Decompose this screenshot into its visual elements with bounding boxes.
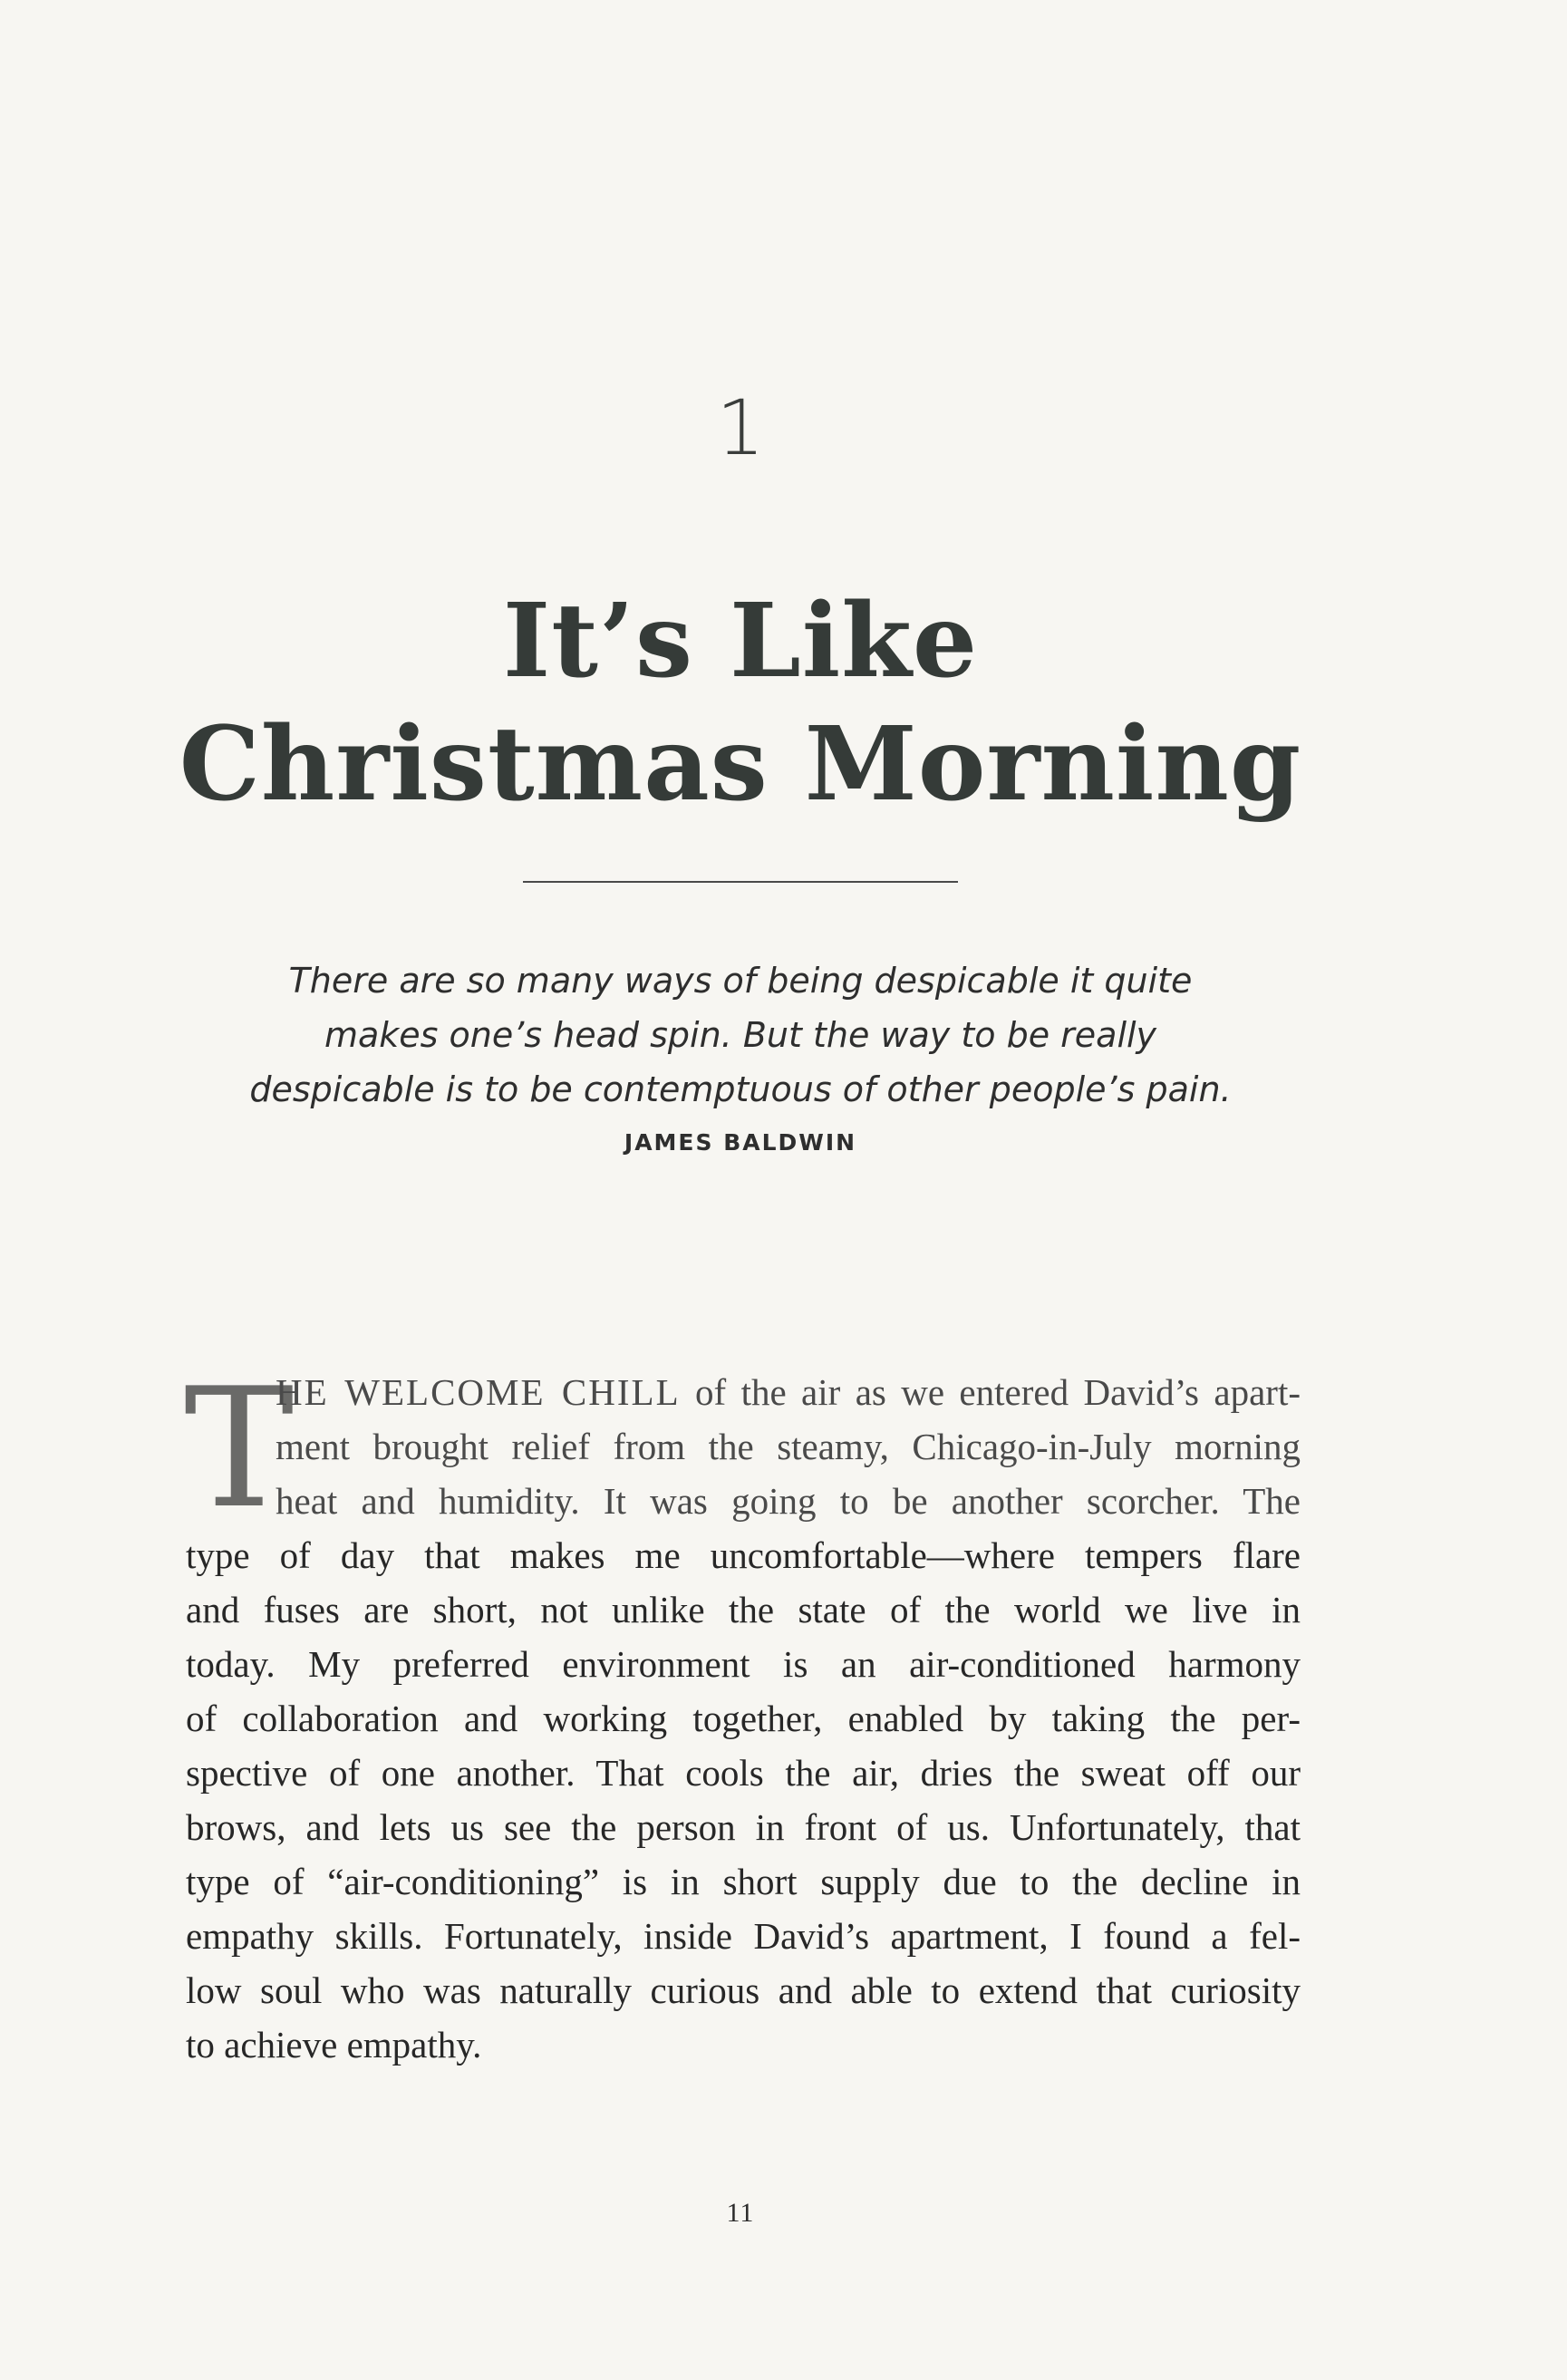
body-line: to achieve empathy. xyxy=(186,2024,482,2066)
body-line: of collaboration and working together, enabled by taking the per- xyxy=(186,1698,1301,1739)
page-number: 11 xyxy=(726,2198,755,2228)
title-divider xyxy=(523,881,958,883)
epigraph xyxy=(0,953,1481,1117)
body-line: and fuses are short, not unlike the state of the world we live in xyxy=(186,1589,1301,1630)
body-line: type of day that makes me uncomfortable—where tempers flare xyxy=(186,1534,1301,1576)
body-line: low soul who was naturally curious and able to extend that curiosity xyxy=(186,1969,1301,2011)
chapter-title xyxy=(0,580,1481,827)
epigraph-author: JAMES BALDWIN xyxy=(624,1129,857,1156)
chapter-title-line-2: Christmas Morning xyxy=(179,705,1302,824)
body-line: today. My preferred environment is an air-conditioned harmony xyxy=(186,1643,1301,1685)
lead-in-smallcaps: HE WELCOME CHILL xyxy=(276,1371,681,1413)
body-line: spective of one another. That cools the air, dries the sweat off our xyxy=(186,1752,1301,1794)
epigraph-line: makes one’s head spin. But the way to be really xyxy=(324,1015,1157,1055)
body-line: ment brought relief from the steamy, Chicago-in-July morning xyxy=(276,1426,1301,1467)
body-line: brows, and lets us see the person in front of us. Unfortunately, that xyxy=(186,1806,1301,1848)
body-line-text: of the air as we entered David’s apart- xyxy=(680,1371,1301,1413)
chapter-number: 1 xyxy=(716,383,765,472)
body-line xyxy=(276,1365,1301,1419)
epigraph-line: despicable is to be contemptuous of other people’s pain. xyxy=(249,1069,1232,1109)
body-line: type of “air-conditioning” is in short supply due to the decline in xyxy=(186,1861,1301,1902)
body-line: heat and humidity. It was going to be another scorcher. The xyxy=(276,1480,1301,1522)
chapter-title-line-1: It’s Like xyxy=(502,582,979,701)
epigraph-line: There are so many ways of being despicable it quite xyxy=(288,961,1193,1001)
body-line: empathy skills. Fortunately, inside David’s apartment, I found a fel- xyxy=(186,1915,1301,1957)
drop-cap: T xyxy=(184,1352,295,1544)
